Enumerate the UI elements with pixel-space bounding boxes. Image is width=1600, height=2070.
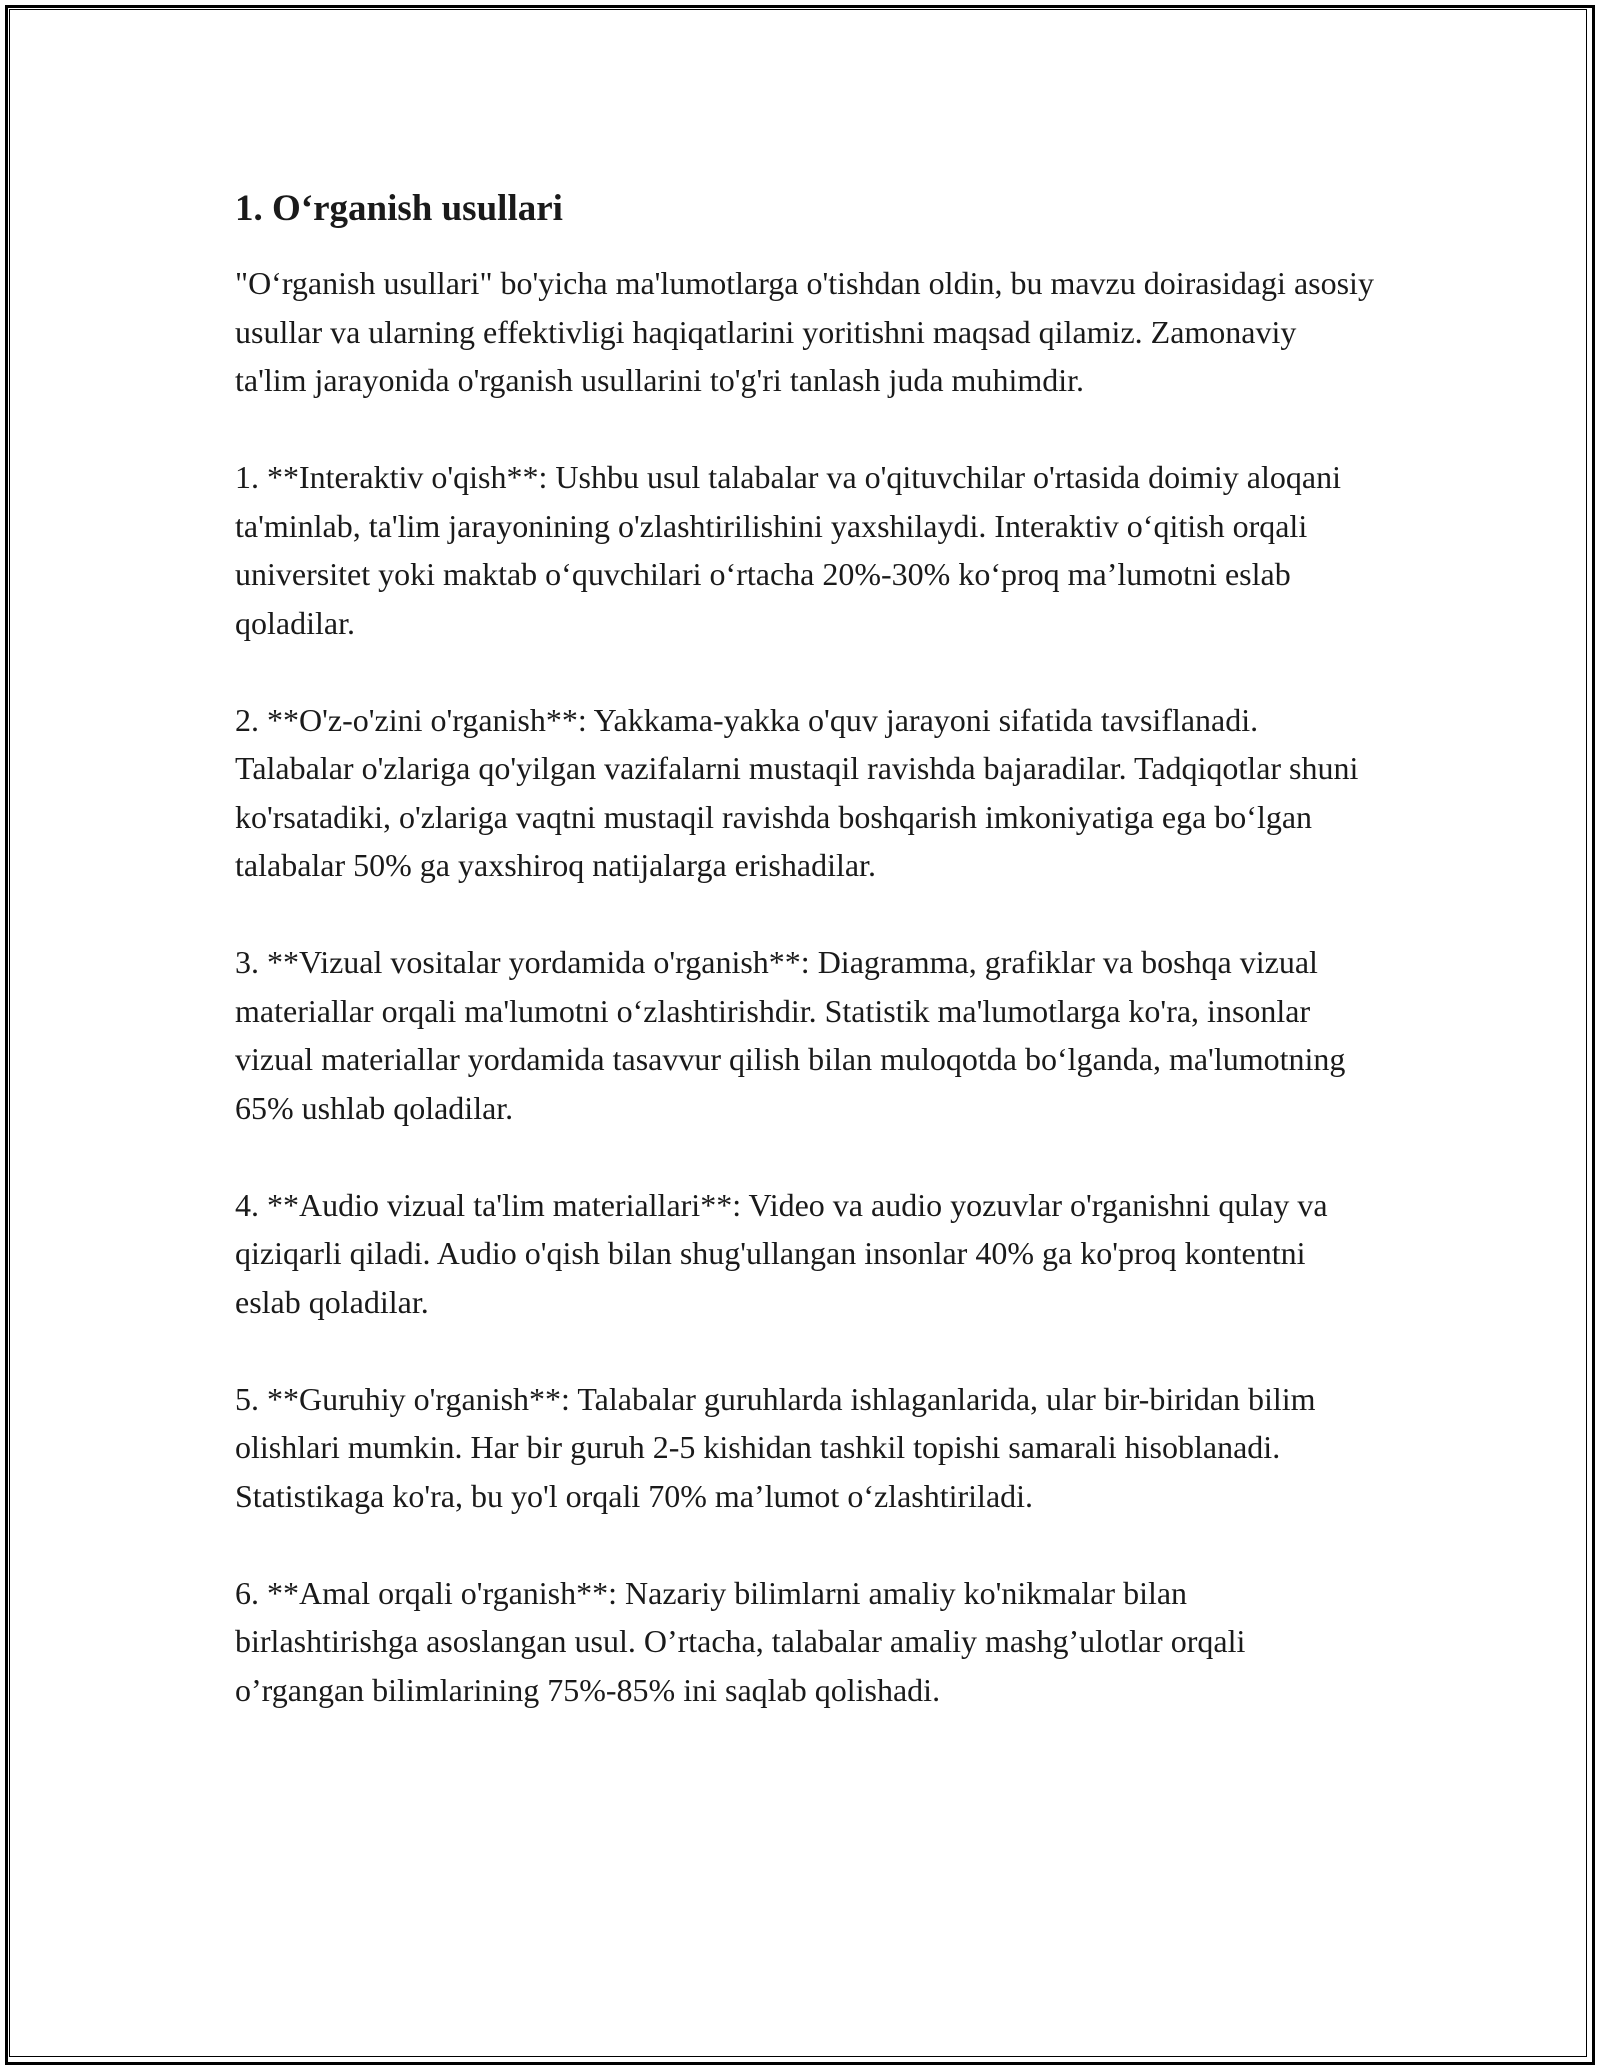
- section-heading: 1. O‘rganish usullari: [235, 188, 563, 229]
- method-practice-paragraph: 6. **Amal orqali o'rganish**: Nazariy bilimlarni amaliy ko'nikmalar bilan birlashtirishga asoslangan usul. O’rtacha, talabalar amaliy mashg’ulotlar orqali o’rgangan bilimlarining 75%-85% ini saqlab qolishadi.: [235, 1574, 1246, 1708]
- method-interactive-paragraph: 1. **Interaktiv o'qish**: Ushbu usul talabalar va o'qituvchilar o'rtasida doimiy aloqani ta'minlab, ta'lim jarayonining o'zlashtirilishini yaxshilaydi. Interaktiv o‘qitish orqali universitet yoki maktab o‘quvchilari o‘rtacha 20%-30% ko‘proq ma’lumotni eslab qoladilar.: [235, 459, 1341, 641]
- method-audiovisual-paragraph: 4. **Audio vizual ta'lim materiallari**: Video va audio yozuvlar o'rganishni qulay va qiziqarli qiladi. Audio o'qish bilan shug'ullangan insonlar 40% ga ko'proq kontentni eslab qoladilar.: [235, 1186, 1328, 1320]
- method-group-paragraph: 5. **Guruhiy o'rganish**: Talabalar guruhlarda ishlaganlarida, ular bir-biridan bilim olishlari mumkin. Har bir guruh 2-5 kishidan tashkil topishi samarali hisoblanadi. Statistikaga ko'ra, bu yo'l orqali 70% ma’lumot o‘zlashtiriladi.: [235, 1380, 1316, 1514]
- method-visual-paragraph: 3. **Vizual vositalar yordamida o'rganish**: Diagramma, grafiklar va boshqa vizual materiallar orqali ma'lumotni o‘zlashtirishdir. Statistik ma'lumotlarga ko'ra, insonlar vizual materiallar yordamida tasavvur qilish bilan muloqotda bo‘lganda, ma'lumotning 65% ushlab qoladilar.: [235, 944, 1346, 1126]
- method-self-study-paragraph: 2. **O'z-o'zini o'rganish**: Yakkama-yakka o'quv jarayoni sifatida tavsiflanadi. Talabalar o'zlariga qo'yilgan vazifalarni mustaqil ravishda bajaradilar. Tadqiqotlar shuni ko'rsatadiki, o'zlariga vaqtni mustaqil ravishda boshqarish imkoniyatiga ega bo‘lgan talabalar 50% ga yaxshiroq natijalarga erishadilar.: [235, 701, 1359, 883]
- document-body: [235, 185, 1375, 1763]
- intro-paragraph: "O‘rganish usullari" bo'yicha ma'lumotlarga o'tishdan oldin, bu mavzu doirasidagi asosiy usullar va ularning effektivligi haqiqatlarini yoritishni maqsad qilamiz. Zamonaviy ta'lim jarayonida o'rganish usullarini to'g'ri tanlash juda muhimdir.: [235, 265, 1374, 398]
